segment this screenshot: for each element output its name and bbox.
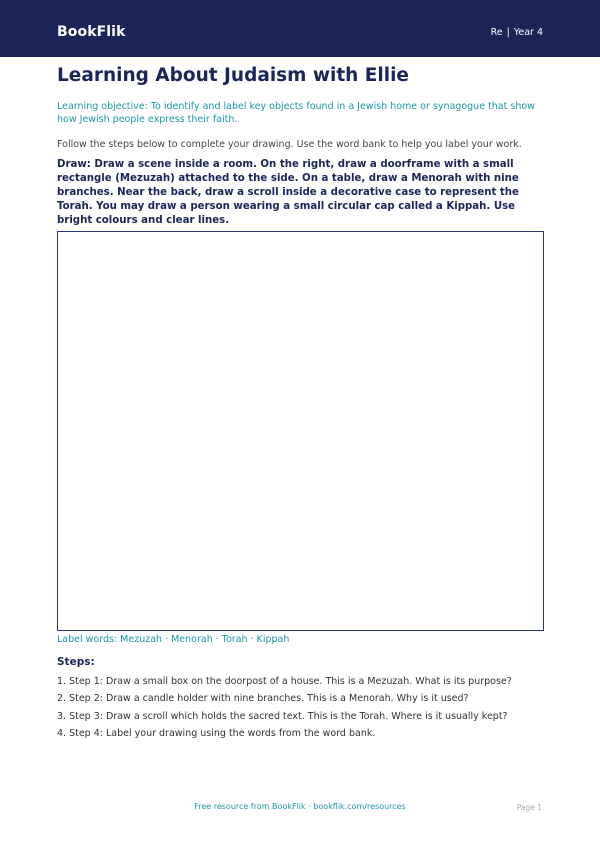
step-item: 3. Step 3: Draw a scroll which holds the sacred text. This is the Torah. Where is it usually kept? [57,710,508,722]
label-word-bank: Label words: Mezuzah · Menorah · Torah · Kippah [57,634,290,645]
year-label: Year 4 [513,27,543,38]
footer-credit[interactable]: Free resource from BookFlik · bookflik.com/resources [194,802,406,811]
page-number: Page 1 [516,803,542,812]
step-item: 2. Step 2: Draw a candle holder with nine branches. This is a Menorah. Why is it used? [57,693,469,705]
step-item: 1. Step 1: Draw a small box on the doorpost of a house. This is a Mezuzah. What is its purpose? [57,676,512,687]
learning-objective: Learning objective: To identify and label key objects found in a Jewish home or synagogue that show how Jewish people express their faith. [57,101,535,125]
step-item: 4. Step 4: Label your drawing using the words from the word bank. [57,727,376,739]
header-meta [491,27,543,38]
steps-list [57,673,547,742]
brand-logo[interactable]: BookFlik [57,24,126,40]
follow-instructions: Follow the steps below to complete your drawing. Use the word bank to help you label your work. [57,139,522,150]
draw-instructions: Draw: Draw a scene inside a room. On the right, draw a doorframe with a small rectangle (Mezuzah) attached to the side. On a table, draw a Menorah with nine branches. Near the back, draw a scroll inside a decorative case to represent the Torah. You may draw a person wearing a small circular cap called a Kippah. Use bright colours and clear lines. [57,159,519,226]
drawing-area[interactable] [57,231,544,631]
subject-label: Re [490,27,503,38]
header-separator: | [506,27,510,38]
steps-heading: Steps: [57,656,95,668]
page-title: Learning About Judaism with Ellie [57,65,409,86]
header-bar [0,0,600,57]
